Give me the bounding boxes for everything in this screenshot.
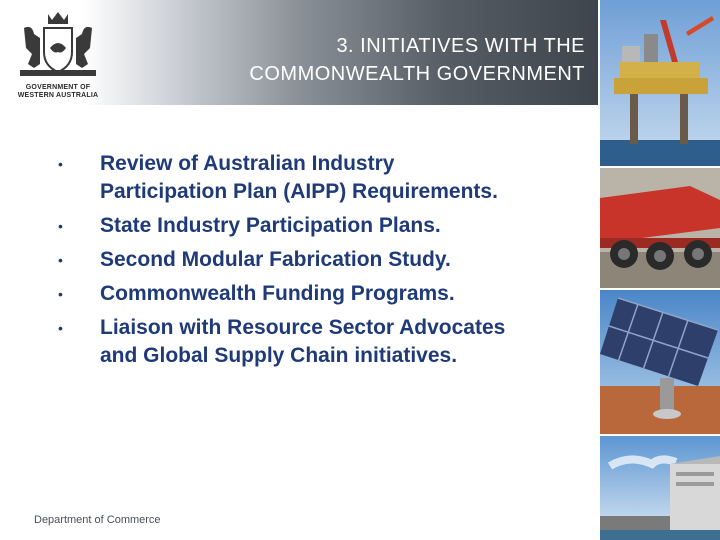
government-logo-text [6, 84, 110, 100]
bullet-text-line: and Global Supply Chain initiatives. [100, 344, 458, 367]
bullet-item [56, 246, 576, 274]
bullet-item [56, 150, 576, 206]
bullet-text-line: Liaison with Resource Sector Advocates [100, 316, 506, 339]
bullet-list [56, 150, 576, 376]
title-line-1: 3. INITIATIVES WITH THE [336, 35, 585, 57]
bullet-dot: • [58, 286, 63, 302]
bullet-text-line: State Industry Participation Plans. [100, 214, 441, 237]
bullet-text-line: Review of Australian Industry [100, 152, 395, 175]
bullet-text-line: Second Modular Fabrication Study. [100, 248, 451, 271]
footer-department: Department of Commerce [34, 514, 161, 526]
photo-strip [598, 0, 720, 540]
title-line-2: COMMONWEALTH GOVERNMENT [249, 63, 585, 85]
logo-line-1: GOVERNMENT OF [25, 84, 91, 91]
bullet-dot: • [58, 320, 63, 336]
solar-panel-photo [600, 290, 720, 434]
bullet-dot: • [58, 156, 63, 172]
bullet-dot: • [58, 252, 63, 268]
oil-rig-photo [600, 0, 720, 166]
bullet-text-line: Participation Plan (AIPP) Requirements. [100, 180, 498, 203]
industrial-building-photo [600, 436, 720, 540]
bullet-item [56, 212, 576, 240]
bullet-item [56, 280, 576, 308]
heavy-transporter-photo [600, 168, 720, 288]
slide-title [249, 32, 585, 88]
logo-line-2: WESTERN AUSTRALIA [17, 92, 99, 99]
bullet-text-line: Commonwealth Funding Programs. [100, 282, 455, 305]
bullet-item [56, 314, 576, 370]
bullet-dot: • [58, 218, 63, 234]
